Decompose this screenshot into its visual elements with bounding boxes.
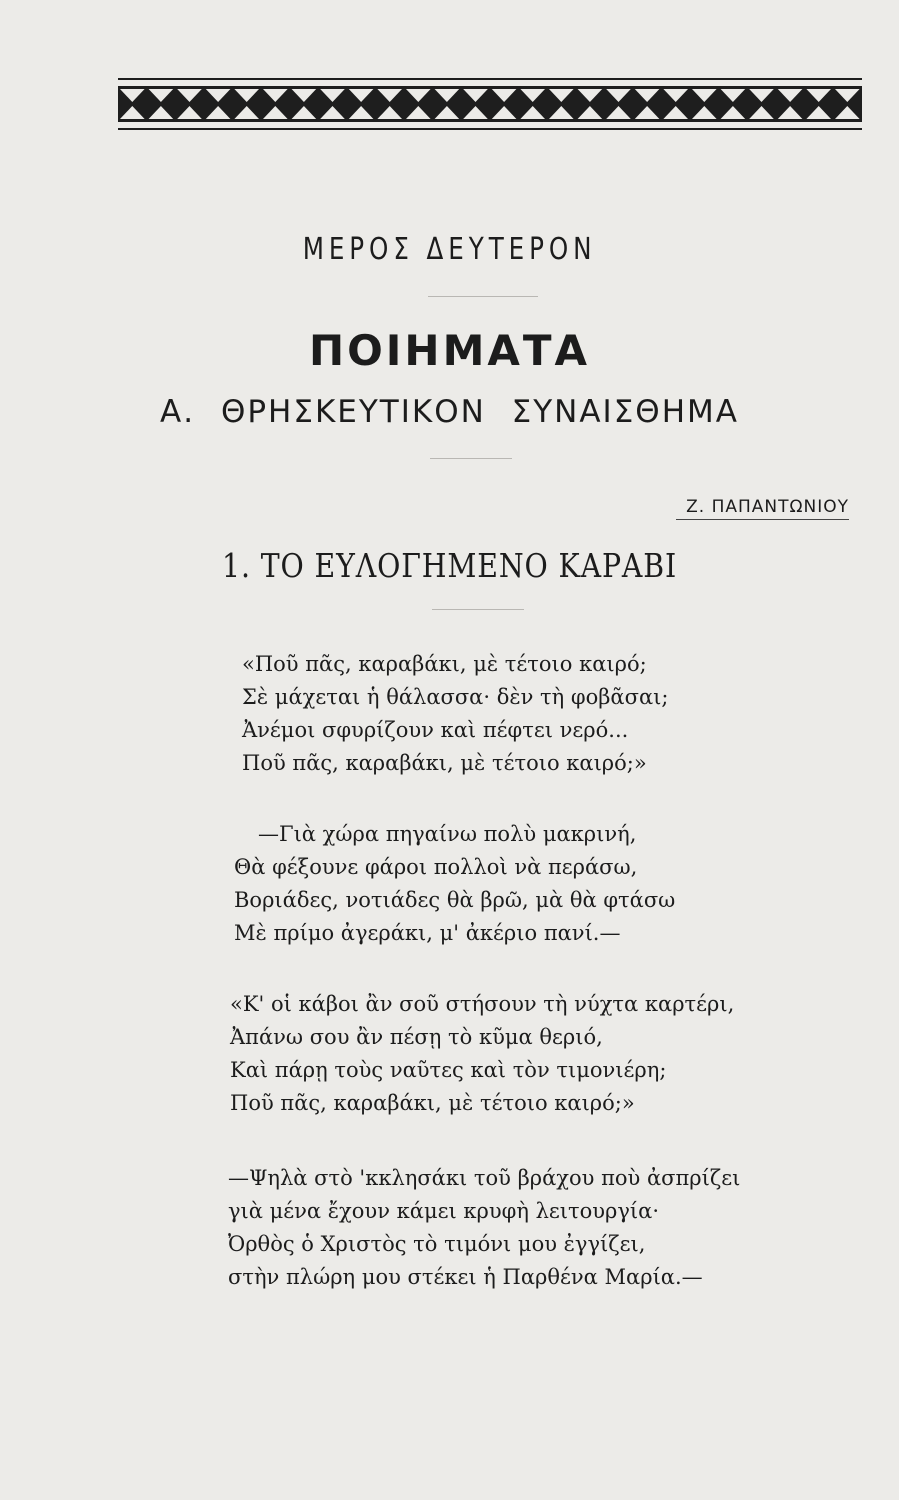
stanza: [228, 1162, 740, 1294]
poem-line: —Γιὰ χώρα πηγαίνω πολὺ μακρινή,: [258, 822, 637, 846]
poem-line: Σὲ μάχεται ἡ θάλασσα· δὲν τὴ φοβᾶσαι;: [242, 685, 669, 709]
stanza: [242, 648, 668, 780]
part-heading: ΜΕΡΟΣ ΔΕΥΤΕΡΟΝ: [302, 232, 597, 267]
poem-line: Καὶ πάρῃ τοὺς ναῦτες καὶ τὸν τιμονιέρη;: [230, 1058, 667, 1082]
poem-line: γιὰ μένα ἔχουν κάμει κρυφὴ λειτουργία·: [228, 1199, 660, 1223]
poem-line: Βοριάδες, νοτιάδες θὰ βρῶ, μὰ θὰ φτάσω: [234, 888, 676, 912]
divider: [432, 609, 524, 610]
poem-line: Ἀπάνω σου ἂν πέσῃ τὸ κῦμα θεριό,: [230, 1025, 603, 1049]
section-title: ΠΟΙΗΜΑΤΑ: [308, 326, 591, 375]
stanza: [230, 988, 734, 1120]
poem-line: στὴν πλώρη μου στέκει ἡ Παρθένα Μαρία.—: [228, 1265, 703, 1289]
poem-line: Ποῦ πᾶς, καραβάκι, μὲ τέτοιο καιρό;»: [230, 1091, 635, 1115]
poem-line: «Ποῦ πᾶς, καραβάκι, μὲ τέτοιο καιρό;: [242, 652, 647, 676]
divider: [428, 296, 538, 297]
poem-line: Ὀρθὸς ὁ Χριστὸς τὸ τιμόνι μου ἐγγίζει,: [228, 1232, 646, 1256]
poem-line: Ποῦ πᾶς, καραβάκι, μὲ τέτοιο καιρό;»: [242, 751, 647, 775]
poem-line: —Ψηλὰ στὸ 'κκλησάκι τοῦ βράχου ποὺ ἀσπρίζει: [228, 1166, 741, 1190]
subsection-heading: Α. ΘΡΗΣΚΕΥΤΙΚΟΝ ΣΥΝΑΙΣΘΗΜΑ: [160, 394, 739, 430]
poem-title: 1. ΤΟ ΕΥΛΟΓΗΜΕΝΟ ΚΑΡΑΒΙ: [222, 546, 678, 585]
stanza: [234, 818, 675, 950]
poem-line: Μὲ πρίμο ἀγεράκι, μ' ἀκέριο πανί.—: [234, 921, 621, 945]
poem-line: Ἀνέμοι σφυρίζουν καὶ πέφτει νερό...: [242, 718, 629, 742]
poem-line: Θὰ φέξουνε φάροι πολλοὶ νὰ περάσω,: [234, 855, 638, 879]
poem-line: «Κ' οἱ κάβοι ἂν σοῦ στήσουν τὴ νύχτα καρτέρι,: [230, 992, 735, 1016]
divider: [430, 458, 512, 459]
ornamental-border: [118, 78, 862, 130]
author-name: Ζ. ΠΑΠΑΝΤΩΝΙΟΥ: [676, 497, 849, 520]
